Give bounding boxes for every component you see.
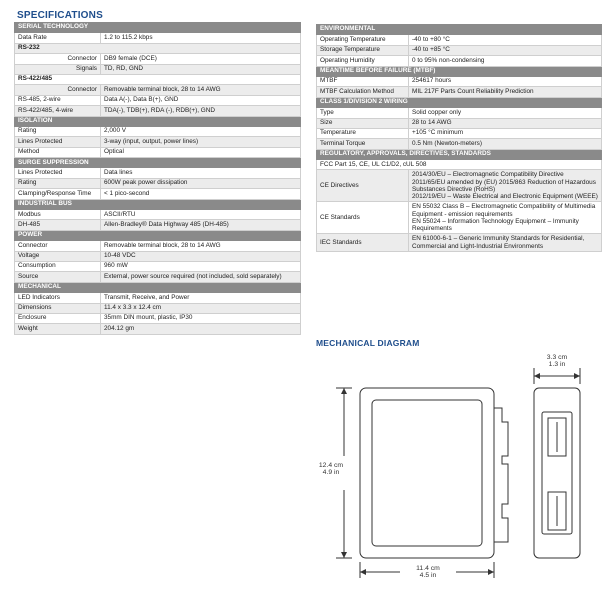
section-title: ISOLATION bbox=[15, 116, 301, 126]
spec-row bbox=[15, 85, 301, 95]
spec-value: 2,000 V bbox=[101, 126, 301, 136]
section-header bbox=[317, 25, 602, 35]
spec-label: CE Standards bbox=[317, 202, 409, 234]
specifications-table-left bbox=[14, 22, 301, 335]
spec-value: Removable terminal block, 28 to 14 AWG bbox=[101, 241, 301, 251]
spec-value-line: EN 55024 – Information Technology Equipment – Immunity Requirements bbox=[412, 217, 579, 233]
section-title: SERIAL TECHNOLOGY bbox=[15, 23, 301, 33]
spec-row bbox=[15, 137, 301, 147]
spec-label: Rating bbox=[15, 126, 101, 136]
spec-label: Terminal Torque bbox=[317, 139, 409, 149]
spec-label: Connector bbox=[15, 54, 101, 64]
spec-label: Storage Temperature bbox=[317, 45, 409, 55]
spec-row bbox=[15, 241, 301, 251]
spec-value: 0 to 95% non-condensing bbox=[409, 56, 602, 66]
spec-value: Optical bbox=[101, 147, 301, 157]
subheading-row bbox=[15, 74, 301, 84]
spec-value: External, power source required (not included, sold separately) bbox=[101, 272, 301, 282]
spec-row bbox=[15, 168, 301, 178]
spec-label: Operating Humidity bbox=[317, 56, 409, 66]
section-title: POWER bbox=[15, 230, 301, 240]
spec-row bbox=[15, 251, 301, 261]
side-view-body bbox=[534, 388, 580, 558]
section-title: INDUSTRIAL BUS bbox=[15, 199, 301, 209]
spec-value: Solid copper only bbox=[409, 108, 602, 118]
spec-label: Temperature bbox=[317, 128, 409, 138]
spec-value: TD, RD, GND bbox=[101, 64, 301, 74]
front-view-body bbox=[360, 388, 494, 558]
section-title: CLASS 1/DIVISION 2 WIRING bbox=[317, 97, 602, 107]
depth-dimension: 3.3 cm 1.3 in bbox=[546, 354, 568, 369]
spec-label: Dimensions bbox=[15, 303, 101, 313]
spec-value: Removable terminal block, 28 to 14 AWG bbox=[101, 85, 301, 95]
spec-row bbox=[317, 139, 602, 149]
spec-label: Consumption bbox=[15, 261, 101, 271]
spec-value: Data A(-), Data B(+), GND bbox=[101, 95, 301, 105]
spec-value: -40 to +85 °C bbox=[409, 45, 602, 55]
subheading: RS-232 bbox=[15, 43, 301, 53]
spec-label: DH-485 bbox=[15, 220, 101, 230]
section-header bbox=[317, 149, 602, 159]
spec-value: +105 °C minimum bbox=[409, 128, 602, 138]
spec-row bbox=[317, 234, 602, 251]
spec-value: -40 to +80 °C bbox=[409, 35, 602, 45]
spec-value-line: 2011/65/EU amended by (EU) 2015/863 Reduction of Hazardous Substances Directive (RoHS) bbox=[412, 178, 596, 193]
spec-row bbox=[317, 108, 602, 118]
section-header bbox=[15, 23, 301, 33]
section-title: REGULATORY, APPROVALS, DIRECTIVES, STANDARDS bbox=[317, 149, 602, 159]
spec-row bbox=[317, 128, 602, 138]
spec-row bbox=[15, 272, 301, 282]
spec-label: CE Directives bbox=[317, 170, 409, 202]
device-drawing bbox=[312, 350, 610, 593]
spec-row bbox=[317, 45, 602, 55]
subheading: RS-422/485 bbox=[15, 74, 301, 84]
spec-label: Source bbox=[15, 272, 101, 282]
spec-row bbox=[15, 293, 301, 303]
spec-row bbox=[317, 170, 602, 202]
spec-label: Modbus bbox=[15, 210, 101, 220]
spec-row bbox=[15, 210, 301, 220]
spec-value: 0.5 Nm (Newton-meters) bbox=[409, 139, 602, 149]
spec-value: ASCII/RTU bbox=[101, 210, 301, 220]
section-title: ENVIRONMENTAL bbox=[317, 25, 602, 35]
spec-row bbox=[15, 33, 301, 43]
spec-label: Enclosure bbox=[15, 313, 101, 323]
spec-row bbox=[317, 56, 602, 66]
section-header bbox=[15, 230, 301, 240]
spec-value-line: 2014/30/EU – Electromagnetic Compatibility Directive bbox=[412, 171, 564, 179]
spec-label: Type bbox=[317, 108, 409, 118]
spec-value-line: EN 61000-6-1 – Generic Immunity Standards for Residential, Commercial and Light-Industrial Environments bbox=[412, 235, 585, 250]
spec-label: Connector bbox=[15, 85, 101, 95]
section-header bbox=[317, 97, 602, 107]
spec-label: Operating Temperature bbox=[317, 35, 409, 45]
spec-row bbox=[15, 106, 301, 116]
height-dimension: 12.4 cm 4.9 in bbox=[318, 462, 344, 477]
spec-row bbox=[15, 220, 301, 230]
specifications-title: SPECIFICATIONS bbox=[17, 10, 103, 21]
section-title: MECHANICAL bbox=[15, 282, 301, 292]
spec-value: < 1 pico-second bbox=[101, 189, 301, 199]
spec-label: IEC Standards bbox=[317, 234, 409, 251]
spec-value: 600W peak power dissipation bbox=[101, 178, 301, 188]
spec-value-line: 2012/19/EU – Waste Electrical and Electronic Equipment (WEEE) bbox=[412, 193, 598, 201]
spec-value: 960 mW bbox=[101, 261, 301, 271]
section-header bbox=[15, 199, 301, 209]
mechanical-diagram-title: MECHANICAL DIAGRAM bbox=[316, 338, 420, 348]
width-dimension: 11.4 cm 4.5 in bbox=[416, 565, 440, 580]
spec-row bbox=[15, 313, 301, 323]
spec-label: Weight bbox=[15, 324, 101, 334]
spec-row bbox=[15, 126, 301, 136]
specifications-table-right bbox=[316, 24, 602, 252]
front-view-panel bbox=[372, 400, 482, 546]
spec-value: 35mm DIN mount, plastic, IP30 bbox=[101, 313, 301, 323]
section-header bbox=[15, 116, 301, 126]
spec-label: RS-485, 2-wire bbox=[15, 95, 101, 105]
spec-row bbox=[15, 64, 301, 74]
spec-row bbox=[15, 54, 301, 64]
spec-label: Connector bbox=[15, 241, 101, 251]
spec-value: 10-48 VDC bbox=[101, 251, 301, 261]
spec-label: MTBF bbox=[317, 76, 409, 86]
subheading-row bbox=[15, 43, 301, 53]
spec-value-line: EN 55032 Class B – Electromagnetic Compatibility of Multimedia Equipment - emission requirements bbox=[412, 203, 596, 218]
spec-row bbox=[15, 303, 301, 313]
spec-label: LED Indicators bbox=[15, 293, 101, 303]
spec-row bbox=[317, 76, 602, 86]
spec-value: 1.2 to 115.2 kbps bbox=[101, 33, 301, 43]
spec-value: Data lines bbox=[101, 168, 301, 178]
spec-label: Clamping/Response Time bbox=[15, 189, 101, 199]
spec-value: 204.12 gm bbox=[101, 324, 301, 334]
spec-value: 11.4 x 3.3 x 12.4 cm bbox=[101, 303, 301, 313]
spec-value: FCC Part 15, CE, UL C1/D2, cUL 508 bbox=[317, 160, 602, 170]
spec-label: Size bbox=[317, 118, 409, 128]
spec-row bbox=[15, 147, 301, 157]
spec-value: Allen-Bradley® Data Highway 485 (DH-485) bbox=[101, 220, 301, 230]
spec-label: Signals bbox=[15, 64, 101, 74]
spec-row bbox=[317, 202, 602, 234]
spec-value bbox=[409, 170, 602, 202]
spec-value: 28 to 14 AWG bbox=[409, 118, 602, 128]
mechanical-diagram bbox=[312, 350, 610, 593]
spec-label: MTBF Calculation Method bbox=[317, 87, 409, 97]
spec-row bbox=[317, 87, 602, 97]
spec-label: Lines Protected bbox=[15, 137, 101, 147]
spec-row bbox=[317, 35, 602, 45]
spec-label: Method bbox=[15, 147, 101, 157]
spec-row bbox=[15, 178, 301, 188]
spec-value bbox=[409, 202, 602, 234]
section-header bbox=[15, 158, 301, 168]
section-header bbox=[15, 282, 301, 292]
spec-row bbox=[15, 261, 301, 271]
spec-row bbox=[15, 189, 301, 199]
spec-value: 3-way (input, output, power lines) bbox=[101, 137, 301, 147]
spec-value: DB9 female (DCE) bbox=[101, 54, 301, 64]
spec-row bbox=[15, 95, 301, 105]
spec-label: Rating bbox=[15, 178, 101, 188]
spec-label: Data Rate bbox=[15, 33, 101, 43]
section-header bbox=[317, 66, 602, 76]
spec-row bbox=[317, 118, 602, 128]
section-title: SURGE SUPPRESSION bbox=[15, 158, 301, 168]
section-title: MEANTIME BEFORE FAILURE (MTBF) bbox=[317, 66, 602, 76]
din-clip bbox=[494, 408, 508, 542]
spec-label: RS-422/485, 4-wire bbox=[15, 106, 101, 116]
spec-label: Voltage bbox=[15, 251, 101, 261]
spec-value bbox=[409, 234, 602, 251]
spec-value: MIL 217F Parts Count Reliability Prediction bbox=[409, 87, 602, 97]
spec-row bbox=[15, 324, 301, 334]
spec-row-full bbox=[317, 160, 602, 170]
spec-value: 254617 hours bbox=[409, 76, 602, 86]
spec-value: TDA(-), TDB(+), RDA (-), RDB(+), GND bbox=[101, 106, 301, 116]
spec-label: Lines Protected bbox=[15, 168, 101, 178]
spec-value: Transmit, Receive, and Power bbox=[101, 293, 301, 303]
